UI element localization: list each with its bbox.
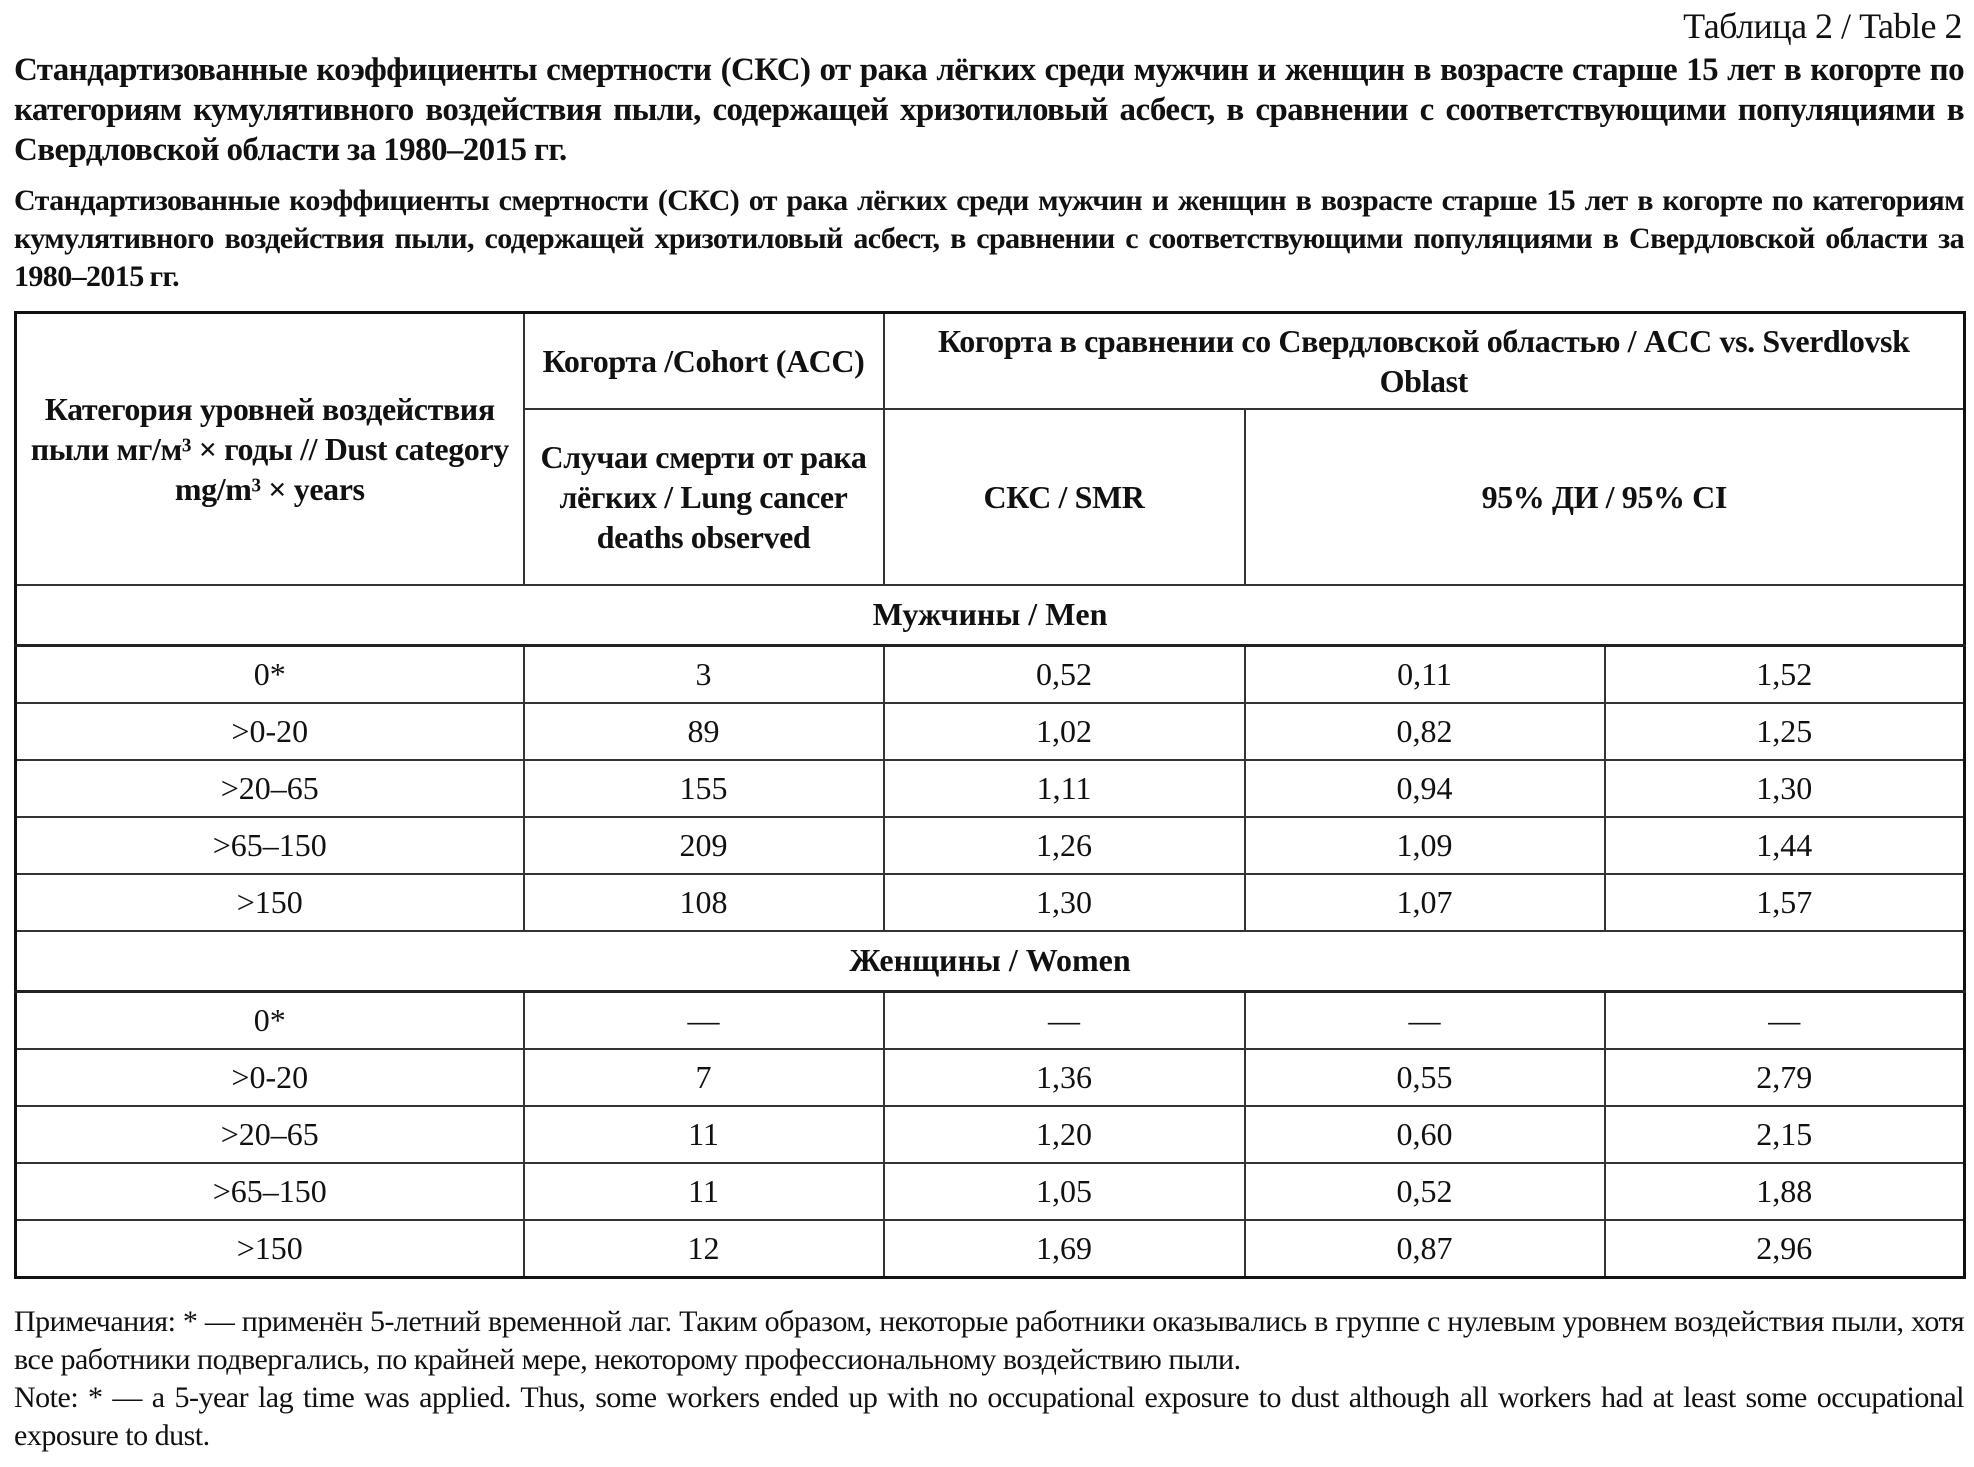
table-row [16,645,1965,703]
cell-category: >65–150 [16,817,524,874]
cell-ci-low: 0,55 [1245,1049,1605,1106]
cell-smr: 1,11 [884,760,1245,817]
cell-deaths: 209 [524,817,884,874]
cell-smr: 1,02 [884,703,1245,760]
header-cohort: Когорта /Cohort (ACC) [524,313,884,409]
cell-ci-high: 1,52 [1605,645,1965,703]
cell-smr: 1,26 [884,817,1245,874]
section-label: Мужчины / Men [16,585,1965,646]
caption-en: Стандартизованные коэффициенты смертности (СКС) от рака лёгких среди мужчин и женщин в возрасте старше 15 лет в когорте по категориям кумулятивного воздействия пыли, содержащей хризотиловый асбест, в сравнении с соответствующими популяциями в Свердловской области за 1980–2015 гг. [14,184,1964,293]
cell-ci-high: 1,44 [1605,817,1965,874]
cell-ci-high: 2,96 [1605,1220,1965,1278]
cell-smr: 1,36 [884,1049,1245,1106]
cell-deaths: 108 [524,874,884,931]
cell-smr: 1,05 [884,1163,1245,1220]
cell-deaths: 12 [524,1220,884,1278]
cell-ci-high: 1,88 [1605,1163,1965,1220]
cell-deaths: 11 [524,1163,884,1220]
cell-smr: 0,52 [884,645,1245,703]
cell-category: 0* [16,645,524,703]
smr-table [14,311,1966,1279]
cell-deaths: 11 [524,1106,884,1163]
cell-ci-low: 1,07 [1245,874,1605,931]
cell-smr: 1,20 [884,1106,1245,1163]
cell-ci-low: 0,60 [1245,1106,1605,1163]
cell-ci-high: 1,25 [1605,703,1965,760]
cell-ci-high: 1,30 [1605,760,1965,817]
header-row-1 [16,313,1965,409]
cell-ci-low: — [1245,991,1605,1049]
cell-category: >0-20 [16,1049,524,1106]
table-row [16,1049,1965,1106]
cell-ci-high: 2,15 [1605,1106,1965,1163]
cell-ci-low: 1,09 [1245,817,1605,874]
cell-category: >150 [16,1220,524,1278]
table-row [16,760,1965,817]
cell-deaths: 3 [524,645,884,703]
table-row [16,703,1965,760]
table-notes [14,1303,1964,1455]
cell-category: >65–150 [16,1163,524,1220]
cell-ci-high: 2,79 [1605,1049,1965,1106]
header-smr: СКС / SMR [884,409,1245,585]
cell-category: >0-20 [16,703,524,760]
caption-ru: Стандартизованные коэффициенты смертности (СКС) от рака лёгких среди мужчин и женщин в возрасте старше 15 лет в когорте по категориям кумулятивного воздействия пыли, содержащей хризотиловый асбест, в сравнении с соответствующими популяциями в Свердловской области за 1980–2015 гг. [14,52,1964,168]
header-category: Категория уровней воздействия пыли мг/м³ × годы // Dust category mg/m³ × years [16,313,524,585]
note-ru: Примечания: * — применён 5-летний временной лаг. Таким образом, некоторые работники оказывались в группе с нулевым уровнем воздействия пыли, хотя все работники подвергались, по крайней мере, некоторому профессиональному воздействию пыли. [14,1305,1964,1376]
header-deaths: Случаи смерти от рака лёгких / Lung cancer deaths observed [524,409,884,585]
table-row [16,874,1965,931]
cell-smr: 1,30 [884,874,1245,931]
cell-ci-low: 0,94 [1245,760,1605,817]
header-comparison: Когорта в сравнении со Свердловской областью / ACC vs. Sverdlovsk Oblast [884,313,1965,409]
table-label: Таблица 2 / Table 2 [1683,6,1962,46]
note-en: Note: * — a 5-year lag time was applied. Thus, some workers ended up with no occupational exposure to dust although all workers had at least some occupational exposure to dust. [14,1381,1964,1452]
cell-category: 0* [16,991,524,1049]
header-ci: 95% ДИ / 95% CI [1245,409,1965,585]
table-row [16,1220,1965,1278]
cell-category: >20–65 [16,1106,524,1163]
section-row [16,585,1965,646]
cell-deaths: 7 [524,1049,884,1106]
cell-ci-high: 1,57 [1605,874,1965,931]
cell-deaths: 155 [524,760,884,817]
table-row [16,817,1965,874]
cell-smr: — [884,991,1245,1049]
cell-ci-low: 0,52 [1245,1163,1605,1220]
cell-ci-high: — [1605,991,1965,1049]
cell-category: >150 [16,874,524,931]
cell-category: >20–65 [16,760,524,817]
cell-ci-low: 0,82 [1245,703,1605,760]
section-row [16,931,1965,992]
cell-deaths: 89 [524,703,884,760]
table-row [16,991,1965,1049]
cell-deaths: — [524,991,884,1049]
cell-ci-low: 0,11 [1245,645,1605,703]
table-row [16,1106,1965,1163]
section-label: Женщины / Women [16,931,1965,992]
cell-smr: 1,69 [884,1220,1245,1278]
table-body [16,585,1965,1278]
table-row [16,1163,1965,1220]
cell-ci-low: 0,87 [1245,1220,1605,1278]
